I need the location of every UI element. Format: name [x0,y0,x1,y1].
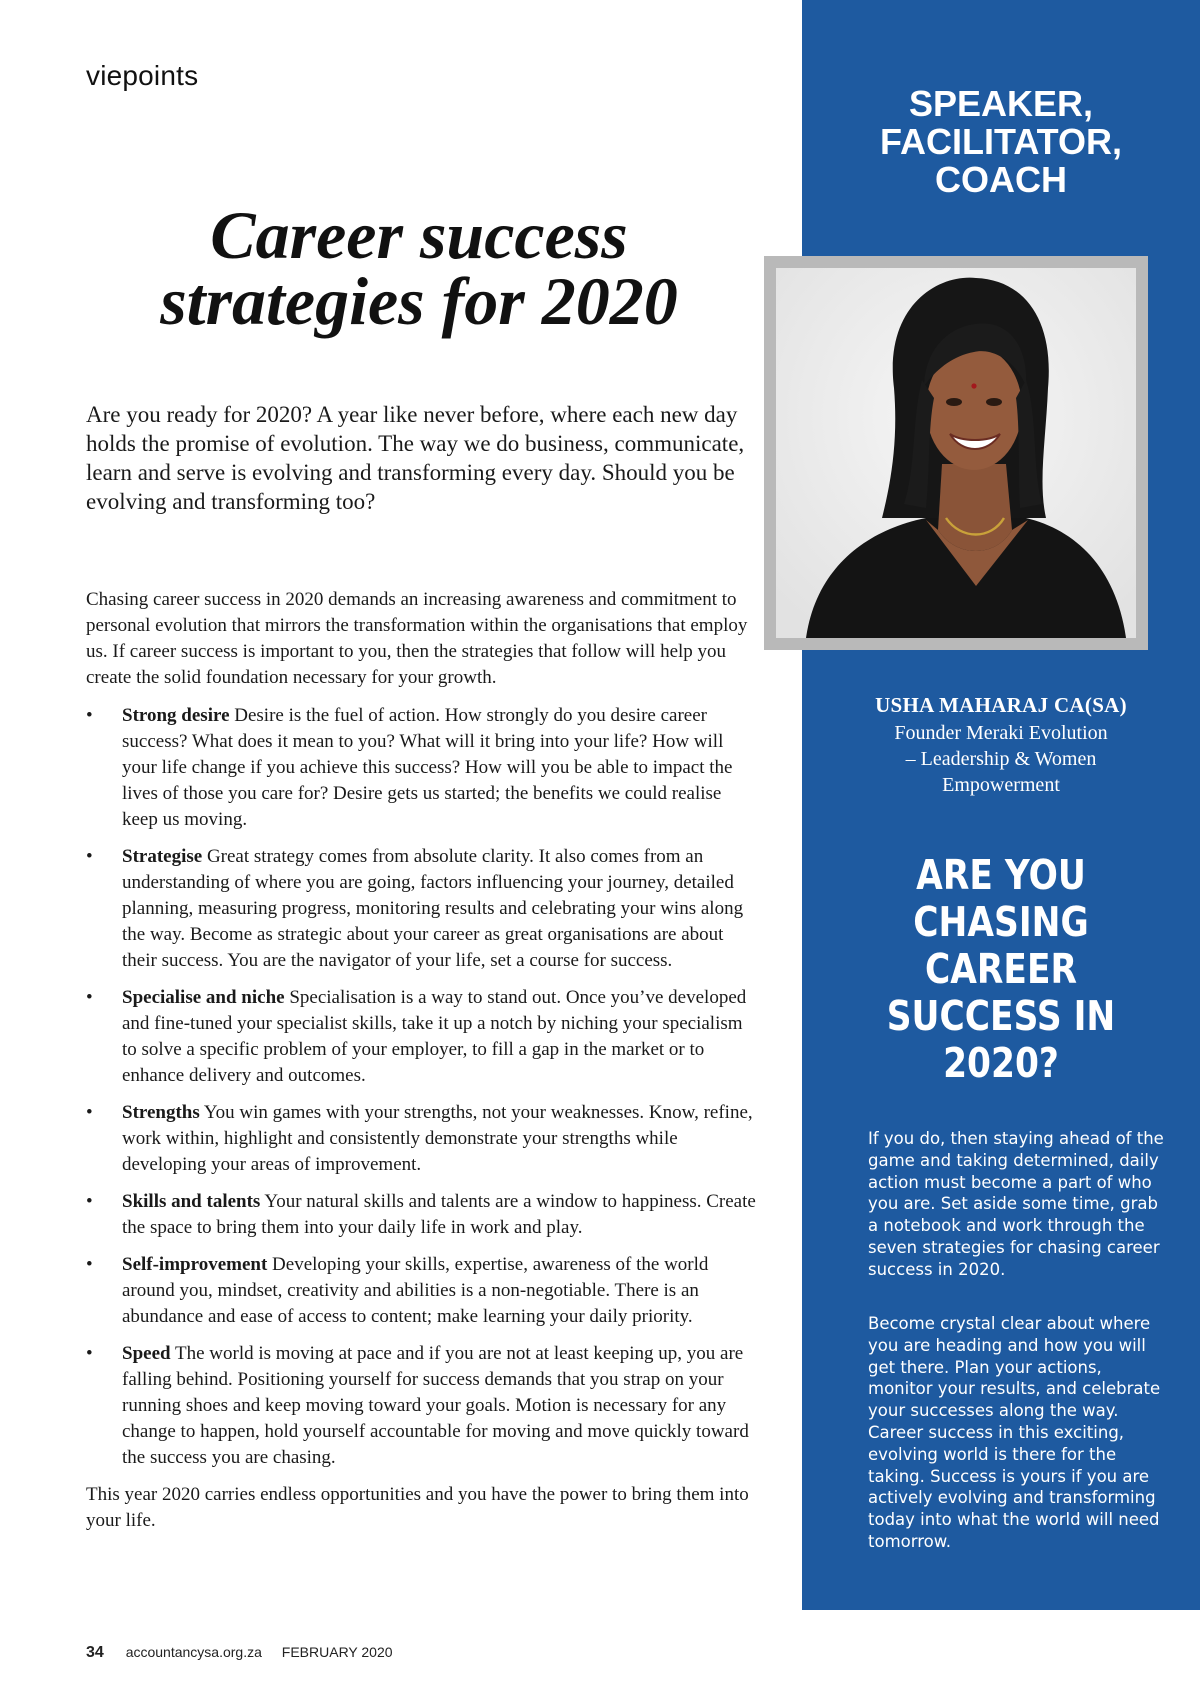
strategy-item-strong-desire [86,703,756,833]
strategy-text: You win games with your strengths, not your weaknesses. Know, refine, work within, highlight and consistently demonstrate your strengths while developing your areas of improvement. [122,1102,753,1175]
strategy-term: Strengths [122,1102,200,1123]
strategy-term: Strategise [122,846,203,867]
strategy-text: Specialisation is a way to stand out. Once you’ve developed and fine-tuned your specialist skills, take it up a notch by niching your specialism to solve a specific problem of your employer, to fill a gap in the market or to enhance delivery and outcomes. [122,987,747,1086]
bullet-icon: • [86,1254,93,1275]
sidebar-heading-line-1: SPEAKER, [908,83,1094,124]
strategy-term: Self-improvement [122,1254,268,1275]
strategy-text: Developing your skills, expertise, awareness of the world around you, mindset, creativity and abilities is a non-negotiable. There is an abundance and ease of access to content; make learning your daily priority. [122,1254,709,1327]
strategy-text: Your natural skills and talents are a window to happiness. Create the space to bring them into your daily life in work and play. [122,1191,756,1238]
bullet-icon: • [86,1102,93,1123]
sidebar-paragraph-2: Become crystal clear about where you are heading and how you will get there. Plan your actions, monitor your results, and celebrate your successes along the way. Career success in this exciting, evolving world is there for the taking. Success is yours if you are actively evolving and transforming today into what the world will need tomorrow. [868,1314,1161,1551]
portrait-frame [764,256,1148,650]
person-role [860,720,1142,798]
strategy-term: Strong desire [122,705,230,726]
strategy-item-specialise [86,985,756,1089]
sidebar-heading-line-2: FACILITATOR, [880,121,1122,162]
strategy-item-speed [86,1341,756,1471]
article-title [86,197,752,339]
page-number: 34 [86,1644,104,1661]
strategy-text: Great strategy comes from absolute clarity. It also comes from an understanding of where you are going, factors influencing your journey, detailed planning, measuring progress, monitoring results and celebrating your wins along the way. Become as strategic about your career as great organisations are about their success. You are the navigator of your life, set a course for success. [122,846,744,971]
bullet-icon: • [86,987,93,1008]
person-role-line-2: – Leadership & Women [905,748,1097,770]
bullet-icon: • [86,1191,93,1212]
callout-line-3: CAREER [924,945,1078,993]
footer-site: accountancysa.org.za [125,1644,262,1660]
portrait-photo [776,268,1136,638]
sidebar-paragraph-1: If you do, then staying ahead of the game and taking determined, daily action must become a part of who you are. Set aside some time, grab a notebook and work through the seven strategies for chasing career success in 2020. [868,1129,1164,1279]
bullet-icon: • [86,705,93,726]
closing-paragraph: This year 2020 carries endless opportunities and you have the power to bring them into your life. [86,1484,749,1531]
section-label: viepoints [86,60,199,91]
strategy-text: Desire is the fuel of action. How strongly do you desire career success? What does it mean to you? What will it bring into your life? How will your life change if you achieve this success? How will you be able to impact the lives of those you care for? Desire gets us started; the benefits we could realise keep us moving. [122,705,733,830]
lead-paragraph: Chasing career success in 2020 demands an increasing awareness and commitment to personal evolution that mirrors the transformation within the organisations that employ us. If career success is important to you, then the strategies that follow will help you create the solid foundation necessary for your growth. [86,589,748,688]
strategy-item-skills [86,1189,756,1241]
article-intro: Are you ready for 2020? A year like never before, where each new day holds the promise of evolution. The way we do business, communicate, learn and serve is evolving and transforming every day. Should you be evolving and transforming too? [86,402,745,514]
article-body [86,587,756,1534]
strategy-term: Skills and talents [122,1191,261,1212]
strategy-list [86,703,756,1471]
callout-line-2: CHASING [913,898,1089,946]
callout-line-5: 2020? [943,1039,1059,1087]
strategy-term: Speed [122,1343,171,1364]
bullet-icon: • [86,846,93,867]
strategy-term: Specialise and niche [122,987,285,1008]
callout-line-4: SUCCESS IN [886,992,1116,1040]
portrait-illustration [776,268,1136,638]
strategy-item-strengths [86,1100,756,1178]
bullet-icon: • [86,1343,93,1364]
callout-heading [834,852,1168,1087]
sidebar-heading [802,85,1200,199]
person-role-line-3: Empowerment [942,774,1060,796]
person-role-line-1: Founder Meraki Evolution [894,722,1108,744]
sidebar-heading-line-3: COACH [935,159,1067,200]
strategy-text: The world is moving at pace and if you are not at least keeping up, you are falling behind. Positioning yourself for success demands that you strap on your running shoes and keep moving toward your goals. Motion is necessary for any change to happen, hold yourself accountable for moving and move quickly toward the success you are chasing. [122,1343,749,1468]
title-line-1: Career success [210,197,628,273]
strategy-item-self-improvement [86,1252,756,1330]
page-footer [86,1644,393,1662]
footer-issue: FEBRUARY 2020 [281,1644,393,1660]
strategy-item-strategise [86,844,756,974]
callout-line-1: ARE YOU [916,851,1086,899]
person-name: USHA MAHARAJ CA(SA) [875,693,1127,717]
title-line-2: strategies for 2020 [160,263,678,339]
